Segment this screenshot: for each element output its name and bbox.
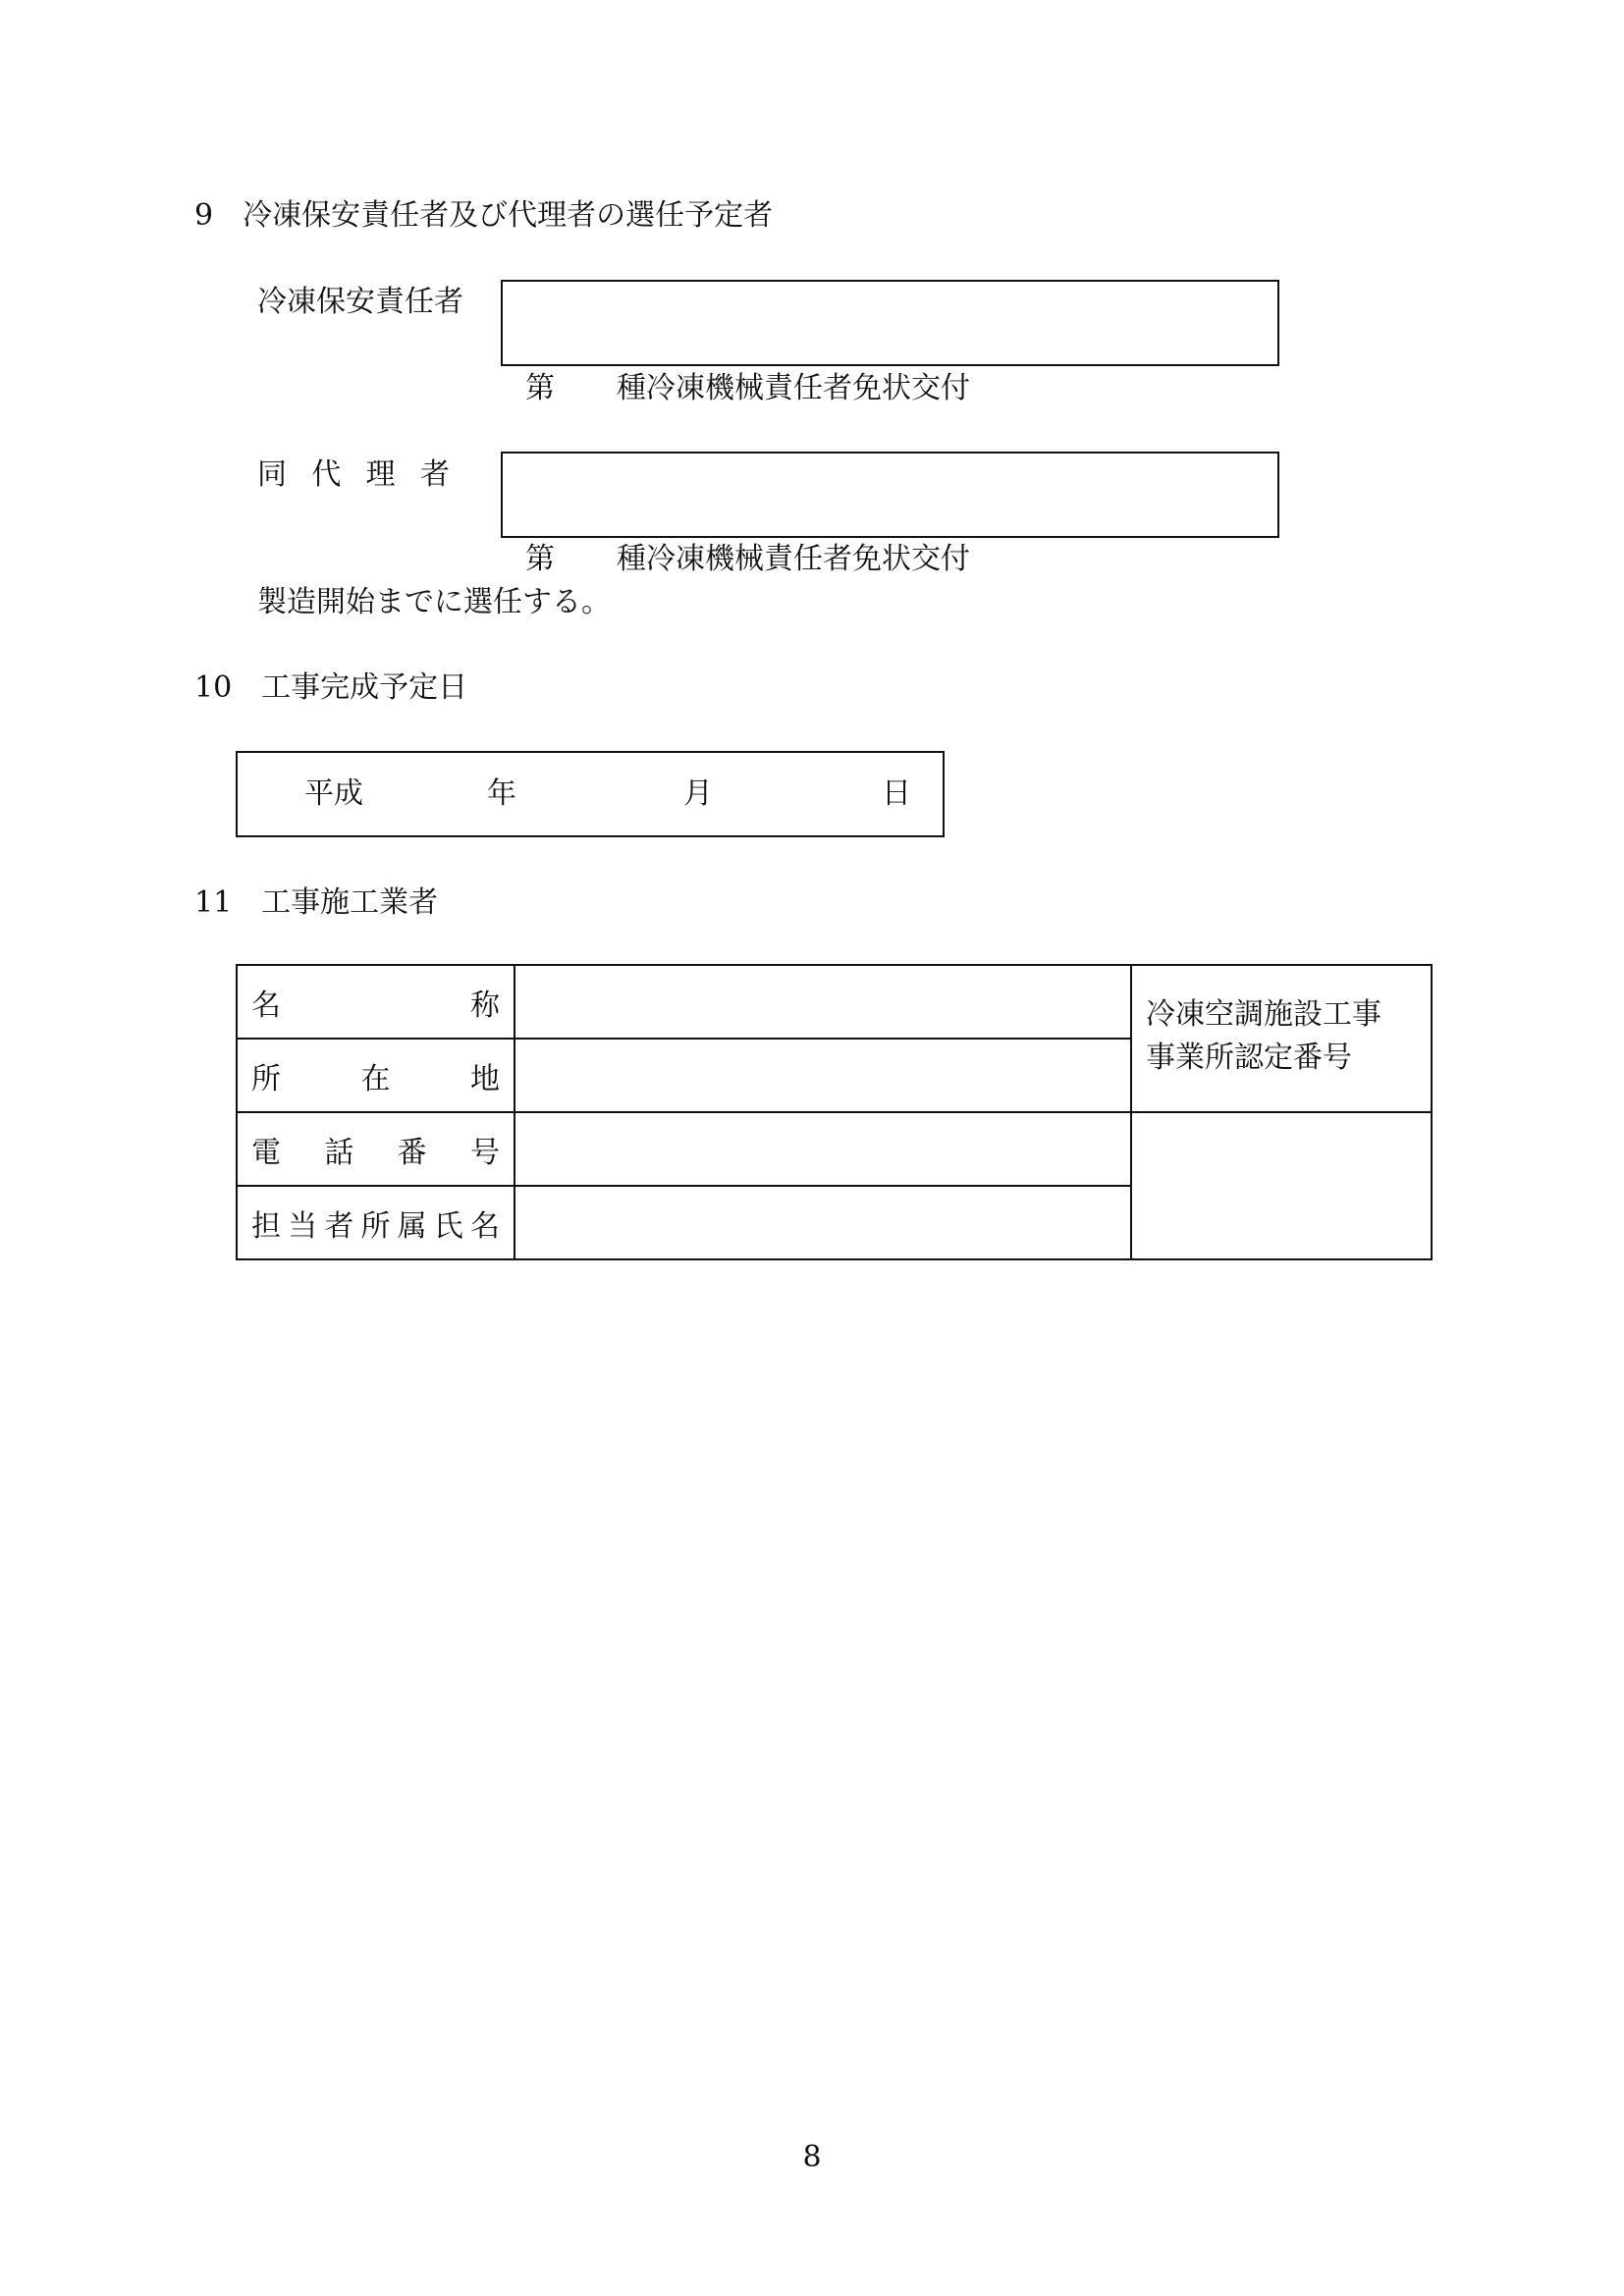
label-char: 地	[470, 1061, 500, 1096]
deputy-label-char: 理	[365, 457, 396, 492]
label-char: 担	[251, 1208, 281, 1244]
deputy-label-char: 者	[419, 457, 450, 492]
deputy-license-suffix: 種冷凍機械責任者免状交付	[617, 542, 970, 576]
label-char: 所	[251, 1061, 281, 1096]
completion-date-field[interactable]	[236, 751, 945, 837]
label-char: 氏	[433, 1208, 463, 1244]
contractor-address-field[interactable]	[514, 1039, 1131, 1112]
manager-license-prefix: 第	[525, 371, 555, 405]
contractor-contact-label	[237, 1186, 514, 1259]
section-9-heading: 9 冷凍保安責任者及び代理者の選任予定者	[194, 198, 774, 233]
label-char: 属	[397, 1208, 427, 1244]
manager-license-suffix: 種冷凍機械責任者免状交付	[617, 371, 970, 405]
contractor-address-label	[237, 1039, 514, 1112]
label-char: 号	[469, 1135, 500, 1170]
certification-label-line1: 冷凍空調施設工事	[1146, 997, 1381, 1032]
section-10-heading: 10 工事完成予定日	[194, 670, 468, 705]
label-char: 番	[397, 1135, 427, 1170]
table-row	[237, 965, 1432, 1039]
deputy-name-field[interactable]	[501, 452, 1279, 538]
table-row	[237, 1112, 1432, 1186]
label-char: 話	[324, 1135, 354, 1170]
label-char: 名	[251, 988, 281, 1023]
contractor-phone-field[interactable]	[514, 1112, 1131, 1186]
appointment-note: 製造開始までに選任する。	[257, 585, 611, 619]
date-day-unit: 日	[882, 776, 911, 811]
contractor-table	[236, 964, 1433, 1260]
certification-label	[1131, 965, 1432, 1112]
date-month-unit: 月	[683, 776, 713, 811]
manager-label: 冷凍保安責任者	[257, 285, 463, 319]
deputy-label-char: 同	[257, 457, 287, 492]
section-11-heading: 11 工事施工業者	[194, 885, 439, 920]
contractor-phone-label	[237, 1112, 514, 1186]
deputy-license-prefix: 第	[525, 542, 555, 576]
deputy-label	[257, 457, 450, 493]
label-char: 称	[470, 988, 500, 1023]
deputy-label-char: 代	[311, 457, 342, 492]
label-char: 名	[469, 1208, 500, 1244]
label-char: 当	[288, 1208, 318, 1244]
certification-label-line2: 事業所認定番号	[1146, 1041, 1352, 1075]
date-year-unit: 年	[487, 776, 516, 811]
label-char: 在	[360, 1061, 391, 1096]
manager-name-field[interactable]	[501, 280, 1279, 366]
contractor-contact-field[interactable]	[514, 1186, 1131, 1259]
label-char: 電	[251, 1135, 281, 1170]
contractor-name-field[interactable]	[514, 965, 1131, 1039]
label-char: 者	[324, 1208, 354, 1244]
label-char: 所	[360, 1208, 391, 1244]
page-number: 8	[802, 2140, 822, 2174]
certification-number-field[interactable]	[1131, 1112, 1432, 1259]
date-era: 平成	[304, 776, 363, 811]
contractor-name-label	[237, 965, 514, 1039]
